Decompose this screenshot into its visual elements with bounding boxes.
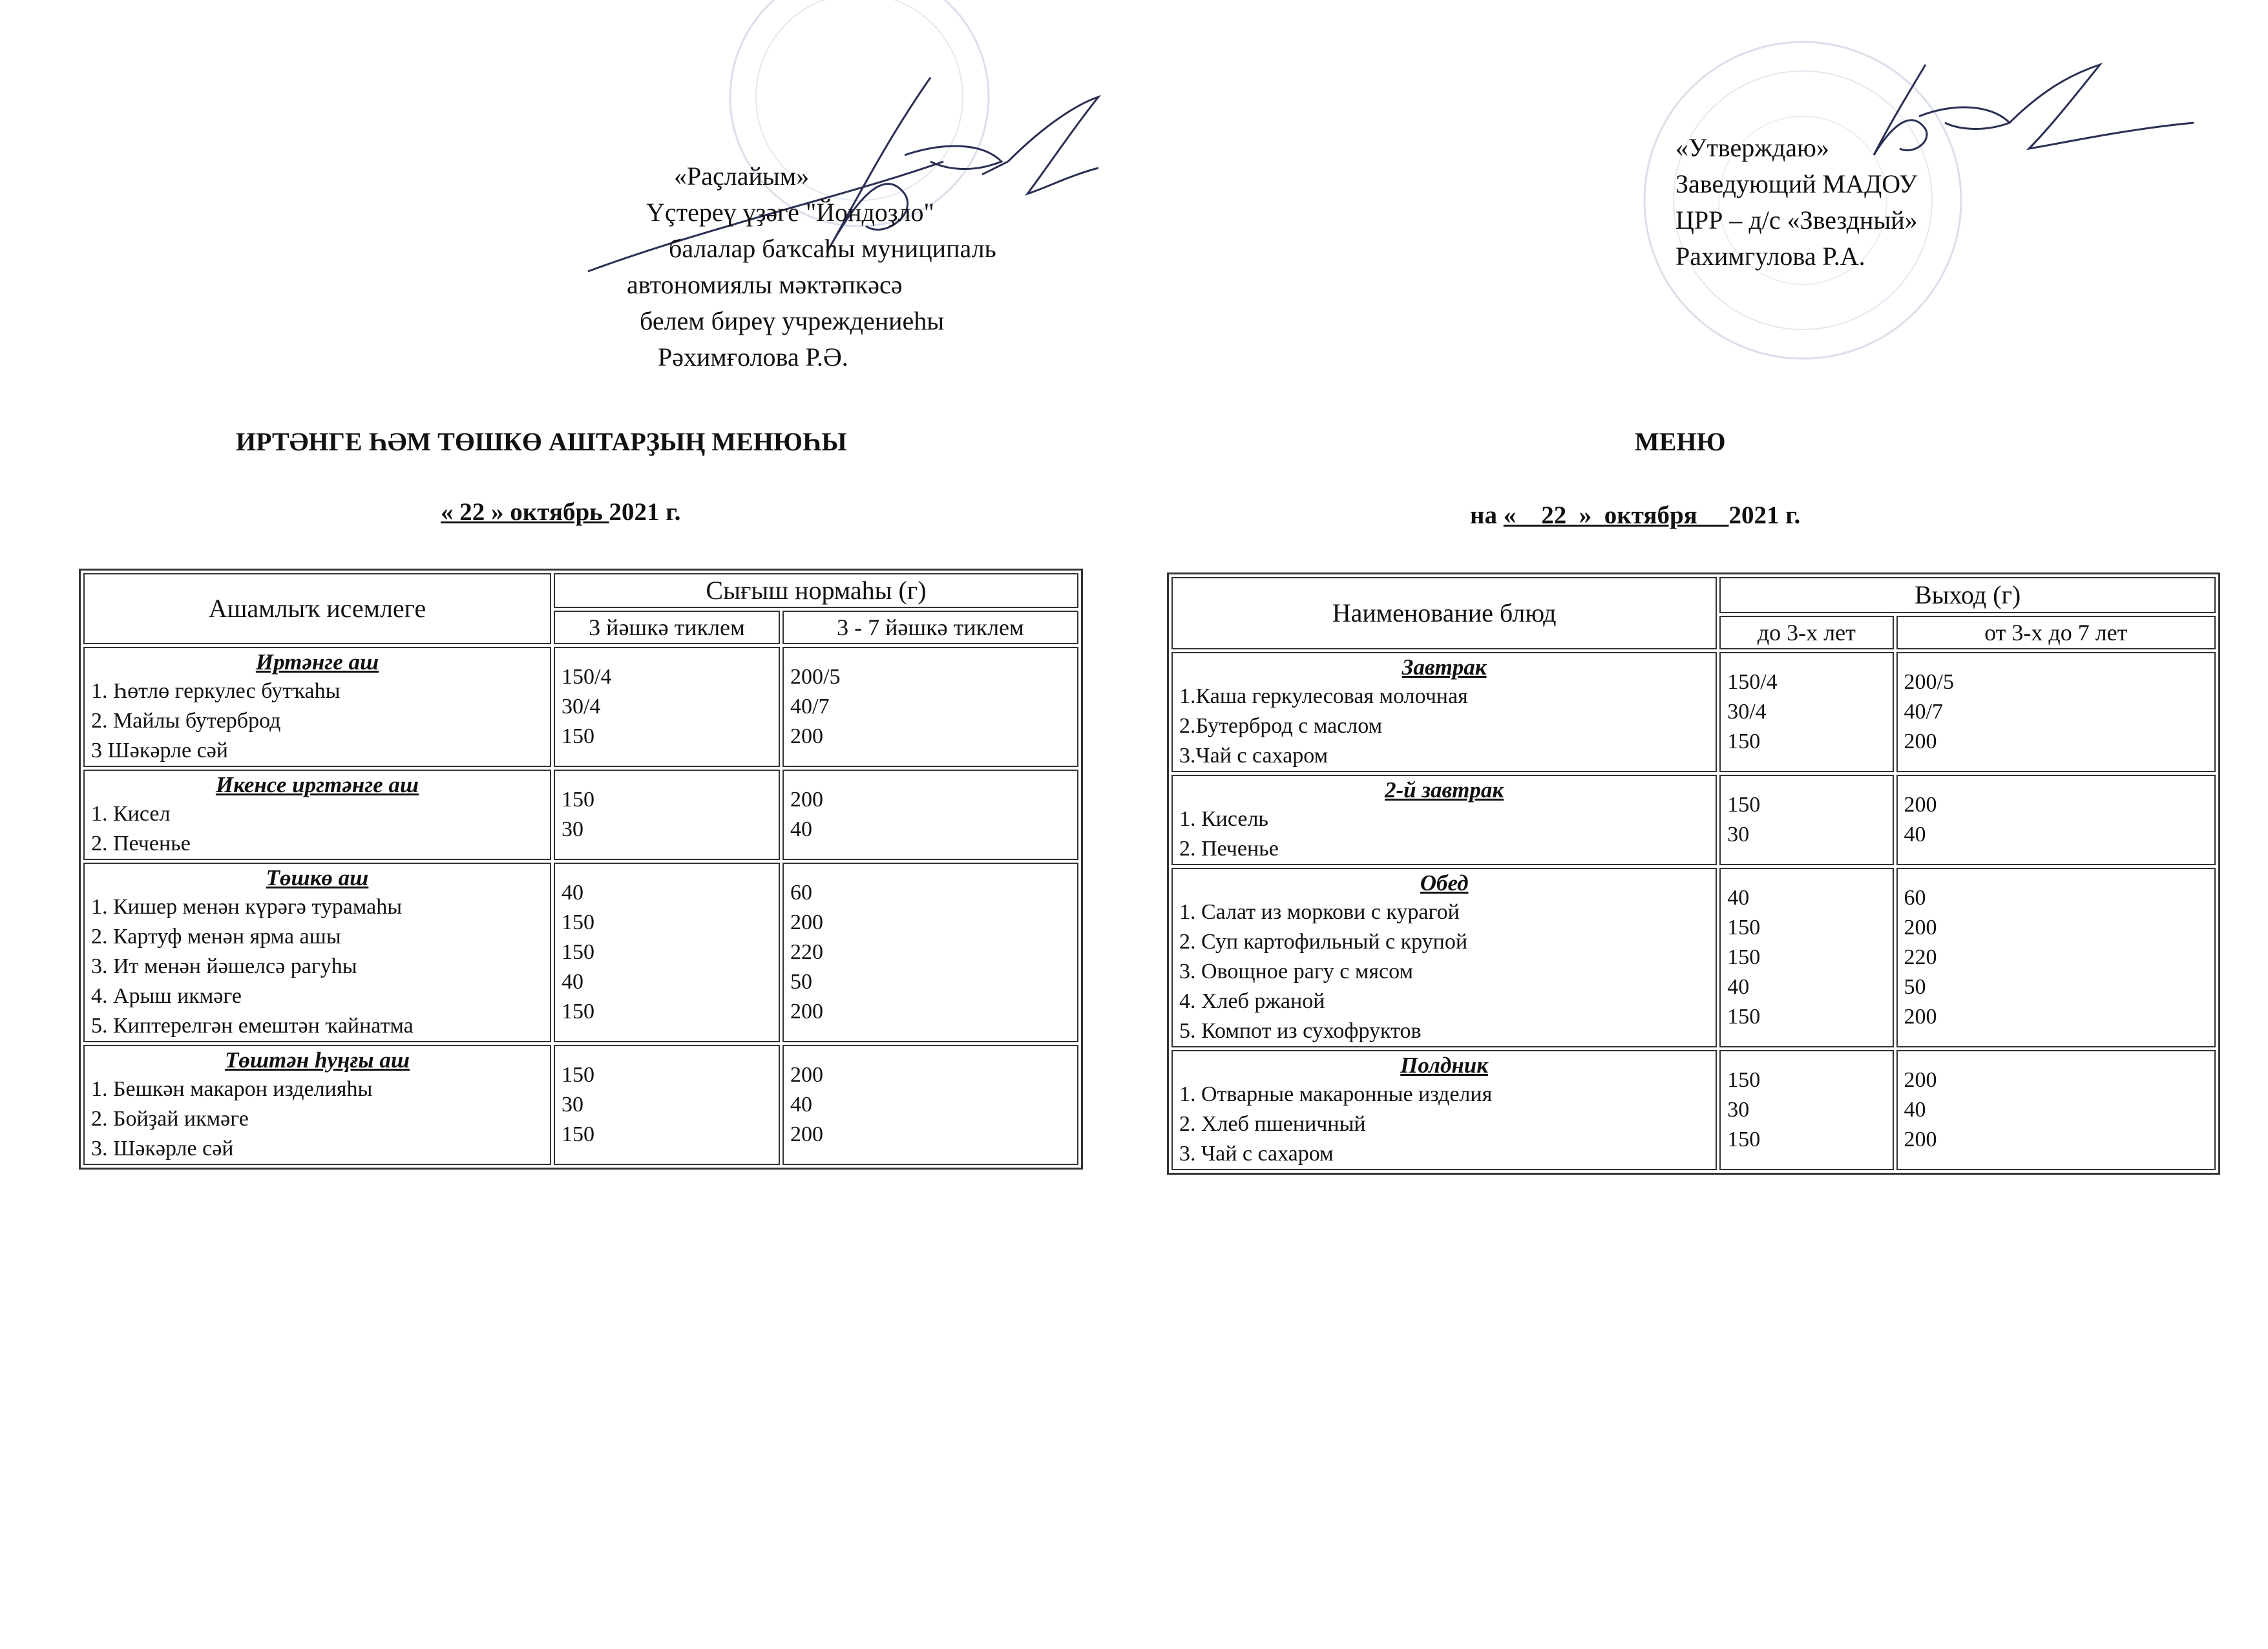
portion-value: 200 [790, 1000, 823, 1024]
dish-name: 1. Кисел [91, 802, 171, 826]
age1-values-cell [554, 770, 780, 860]
dish-name: 4. Хлеб ржаной [1179, 989, 1325, 1013]
dish-name: 1. Отварные макаронные изделия [1179, 1082, 1493, 1106]
portion-value: 150 [1727, 1005, 1761, 1029]
meal-section-row [83, 770, 1078, 860]
menu-table-left [79, 569, 1083, 1170]
column-header-output: Выход (г) [1719, 577, 2216, 613]
portion-value: 60 [1904, 886, 1926, 910]
column-header-age2: 3 - 7 йәшкә тиклем [782, 611, 1078, 644]
dish-name: 5. Киптерелгән емештән ҡайнатма [91, 1014, 414, 1038]
age2-values-cell [1896, 868, 2216, 1047]
column-header-name: Ашамлыҡ исемлеге [83, 573, 551, 644]
dish-name: 2.Бутерброд с маслом [1179, 714, 1383, 738]
portion-value: 40 [1727, 975, 1750, 999]
approval-line-4: Рахимгулова Р.А. [1675, 242, 1865, 271]
column-header-output: Сығыш нормаһы (г) [554, 573, 1078, 608]
meal-heading: Завтрак [1402, 655, 1487, 680]
approval-line-2: Үçтереү үҙәге "Йондоҙло" [646, 198, 934, 227]
meal-heading: Төшкө аш [266, 865, 369, 890]
portion-value: 150 [1727, 793, 1761, 817]
menu-date-right-day: « 22 » октября [1503, 501, 1729, 529]
approval-line-1: «Утверждаю» [1675, 133, 1829, 162]
dish-name: 2. Бойҙай икмәге [91, 1107, 249, 1131]
portion-value: 40 [1904, 823, 1926, 846]
meal-heading: Полдник [1400, 1053, 1488, 1078]
dish-name: 2. Печенье [1179, 837, 1279, 861]
portion-value: 60 [790, 881, 812, 905]
age1-values-cell [1719, 1050, 1893, 1170]
portion-value: 220 [790, 940, 823, 964]
menu-date-left-day: « 22 » октябрь [441, 498, 609, 526]
column-header-name: Наименование блюд [1171, 577, 1717, 649]
meal-items-cell [83, 770, 551, 860]
age2-values-cell [1896, 652, 2216, 772]
dish-name: 4. Арыш икмәге [91, 984, 242, 1008]
dish-name: 1. Бешкән макарон изделияһы [91, 1077, 373, 1101]
dish-name: 3. Чай с сахаром [1179, 1142, 1334, 1166]
meal-items-cell [1171, 775, 1717, 865]
portion-value: 150 [562, 1000, 594, 1024]
meal-section-row [83, 647, 1078, 767]
dish-name: 3. Ит менән йәшелсә рагуһы [91, 954, 357, 978]
dish-name: 3. Шәкәрле сәй [91, 1137, 234, 1161]
portion-value: 150 [1727, 730, 1761, 753]
meal-section-row [83, 863, 1078, 1042]
age2-values-cell [1896, 775, 2216, 865]
approval-line-2: Заведующий МАДОУ [1675, 169, 1918, 198]
portion-value: 200 [1904, 1128, 1937, 1151]
portion-value: 150 [1727, 945, 1761, 969]
dish-name: 1. Салат из моркови с курагой [1179, 900, 1460, 924]
dish-name: 3. Овощное рагу с мясом [1179, 960, 1413, 983]
dish-name: 3.Чай с сахаром [1179, 744, 1328, 768]
signature-right [1822, 58, 2197, 171]
portion-value: 40 [790, 1093, 812, 1117]
portion-value: 40 [1904, 1098, 1926, 1122]
approval-line-1: «Раçлайым» [674, 162, 810, 191]
portion-value: 30 [1727, 1098, 1750, 1122]
portion-value: 200 [790, 1122, 823, 1146]
meal-items-cell [1171, 652, 1717, 772]
menu-date-left-year: 2021 г. [609, 498, 681, 526]
age1-values-cell [1719, 868, 1893, 1047]
portion-value: 150/4 [1727, 670, 1778, 694]
menu-table-right [1167, 572, 2220, 1175]
age1-values-cell [1719, 775, 1893, 865]
dish-name: 1. Һөтлө геркулес бутҡаһы [91, 679, 341, 703]
dish-name: 2. Картуф менән ярма ашы [91, 925, 341, 949]
portion-value: 50 [790, 970, 812, 994]
age2-values-cell [782, 647, 1078, 767]
meal-heading: Обед [1420, 870, 1469, 896]
portion-value: 150 [1727, 916, 1761, 940]
portion-value: 50 [1904, 975, 1926, 999]
column-header-age1: 3 йәшкә тиклем [554, 611, 780, 644]
dish-name: 3 Шәкәрле сәй [91, 739, 228, 762]
age2-values-cell [782, 770, 1078, 860]
approval-line-4: автономиялы мәктәпкәсә [627, 270, 903, 299]
portion-value: 40 [562, 970, 583, 994]
portion-value: 150 [562, 1063, 594, 1087]
approval-line-3: ЦРР – д/с «Звездный» [1675, 205, 1918, 235]
portion-value: 200 [1904, 730, 1937, 753]
portion-value: 150 [562, 788, 594, 812]
portion-value: 200 [1904, 1068, 1937, 1092]
meal-items-cell [1171, 1050, 1717, 1170]
portion-value: 200 [790, 910, 823, 934]
menu-title-left: ИРТӘНГЕ ҺӘМ ТӨШКӨ АШТАРҘЫҢ МЕНЮҺЫ [236, 427, 847, 456]
age1-values-cell [554, 1045, 780, 1165]
portion-value: 30/4 [1727, 700, 1767, 724]
meal-section-row [1171, 652, 2216, 772]
portion-value: 150 [562, 940, 594, 964]
meal-section-row [1171, 868, 2216, 1047]
menu-date-right [1470, 501, 1800, 530]
portion-value: 200 [790, 788, 823, 812]
portion-value: 40 [790, 817, 812, 841]
meal-items-cell [83, 1045, 551, 1165]
dish-name: 2. Печенье [91, 832, 191, 856]
meal-items-cell [1171, 868, 1717, 1047]
portion-value: 200/5 [790, 665, 841, 689]
portion-value: 40/7 [1904, 700, 1943, 724]
dish-name: 5. Компот из сухофруктов [1179, 1019, 1422, 1043]
portion-value: 40 [1727, 886, 1750, 910]
dish-name: 2. Майлы бутерброд [91, 709, 281, 733]
portion-value: 150/4 [562, 665, 612, 689]
age1-values-cell [554, 863, 780, 1042]
meal-section-row [83, 1045, 1078, 1165]
approval-line-5: белем биреү учреждениеһы [640, 306, 945, 335]
meal-section-row [1171, 775, 2216, 865]
portion-value: 40/7 [790, 695, 830, 719]
age1-values-cell [1719, 652, 1893, 772]
portion-value: 150 [562, 724, 594, 748]
dish-name: 1. Кисель [1179, 807, 1268, 831]
portion-value: 150 [562, 910, 594, 934]
portion-value: 30/4 [562, 695, 601, 719]
portion-value: 200 [1904, 916, 1937, 940]
meal-items-cell [83, 863, 551, 1042]
column-header-age1: до 3-х лет [1719, 616, 1893, 649]
portion-value: 150 [1727, 1128, 1761, 1151]
dish-name: 2. Суп картофильный с крупой [1179, 930, 1468, 954]
portion-value: 200 [1904, 793, 1937, 817]
portion-value: 150 [1727, 1068, 1761, 1092]
portion-value: 220 [1904, 945, 1937, 969]
dish-name: 2. Хлеб пшеничный [1179, 1112, 1366, 1136]
portion-value: 150 [562, 1122, 594, 1146]
portion-value: 200 [1904, 1005, 1937, 1029]
meal-heading: Төштән һуңғы аш [224, 1047, 410, 1073]
age2-values-cell [782, 1045, 1078, 1165]
age2-values-cell [782, 863, 1078, 1042]
age2-values-cell [1896, 1050, 2216, 1170]
meal-section-row [1171, 1050, 2216, 1170]
portion-value: 30 [562, 817, 583, 841]
portion-value: 40 [562, 881, 583, 905]
meal-items-cell [83, 647, 551, 767]
meal-heading: Иртәнге аш [255, 649, 379, 675]
approval-line-6: Рәхимғолова Р.Ә. [658, 342, 848, 372]
column-header-age2: от 3-х до 7 лет [1896, 616, 2216, 649]
portion-value: 200/5 [1904, 670, 1954, 694]
menu-title-right: МЕНЮ [1635, 427, 1726, 456]
approval-line-3: балалар баҡсаһы муниципаль [669, 234, 996, 263]
portion-value: 30 [1727, 823, 1750, 846]
dish-name: 1. Кишер менән күрәгә турамаһы [91, 895, 403, 919]
portion-value: 200 [790, 724, 823, 748]
portion-value: 30 [562, 1093, 583, 1117]
dish-name: 1.Каша геркулесовая молочная [1179, 684, 1468, 708]
meal-heading: Икенсе иргтәнге аш [215, 772, 419, 797]
portion-value: 200 [790, 1063, 823, 1087]
meal-heading: 2-й завтрак [1385, 777, 1504, 803]
menu-date-right-prefix: на [1470, 501, 1504, 529]
menu-date-left [441, 498, 680, 527]
menu-date-right-year: 2021 г. [1728, 501, 1801, 529]
age1-values-cell [554, 647, 780, 767]
